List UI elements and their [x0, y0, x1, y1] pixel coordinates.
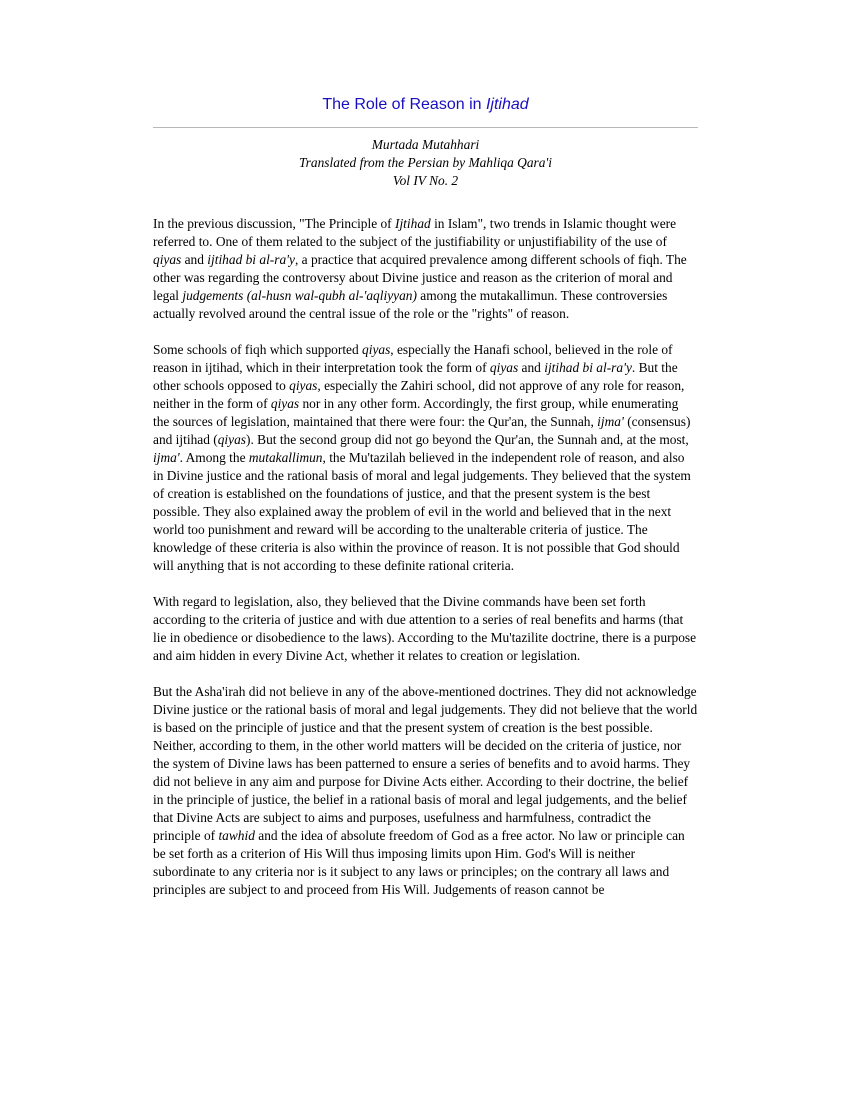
- text-run: Some schools of fiqh which supported: [153, 342, 363, 357]
- italic-term: qiyas: [270, 396, 300, 411]
- italic-term: mutakallimun: [248, 450, 323, 465]
- text-run: and: [518, 360, 545, 375]
- article-page: [153, 0, 698, 917]
- article-title-text: The Role of Reason in: [322, 96, 486, 113]
- italic-term: qiyas: [217, 432, 246, 447]
- text-run: and the idea of absolute freedom of God as a free actor. No law or principle can be set forth as a criterion of His Will thus imposing limits upon Him. God's Will is neither subordinate to any criteria nor is it subject to any laws or principles; on the contrary all laws and principles are subject to and proceed from His Will. Judgements of reason cannot be: [153, 828, 685, 897]
- italic-term: qiyas: [289, 378, 318, 393]
- article-title: [153, 94, 698, 116]
- text-run: But the Asha'irah did not believe in any of the above-mentioned doctrines. They did not acknowledge Divine justice or the rational basis of moral and legal judgements. They did not believe that the world is based on the principle of justice and that the present system of creation is the best possible. Neither, according to them, in the other world matters will be decided on the criteria of justice, nor the system of Divine laws has been patterned to ensure a series of benefits and to avoid harms. They did not believe in any aim and purpose for Divine Acts either. According to their doctrine, the belief in the principle of justice, the belief in a rational basis of moral and legal judgements, and the belief that Divine Acts are subject to aims and purposes, usefulness and harmfulness, contradict the principle of: [153, 684, 698, 843]
- italic-term: tawhid: [218, 828, 255, 843]
- italic-term: ijma': [597, 414, 624, 429]
- italic-term: ijma': [153, 450, 180, 465]
- italic-term: ijtihad bi al-ra'y: [544, 360, 632, 375]
- title-divider: [153, 127, 698, 128]
- article-title-emphasis: Ijtihad: [485, 96, 529, 113]
- author-name: Murtada Mutahhari: [371, 137, 480, 152]
- text-run: (consensus) and ijtihad (: [153, 414, 691, 447]
- paragraph: [153, 341, 698, 575]
- paragraph: [153, 593, 698, 665]
- italic-term: ijtihad bi al-ra'y: [207, 252, 295, 267]
- italic-term: judgements (al-husn wal-qubh al-'aqliyyan): [182, 288, 417, 303]
- italic-term: qiyas: [362, 342, 391, 357]
- italic-term: qiyas: [153, 252, 182, 267]
- italic-term: qiyas: [489, 360, 519, 375]
- text-run: nor in any other form. Accordingly, the first group, while enumerating the sources of legislation, maintained that there were four: the Qur'an, the Sunnah,: [153, 396, 679, 429]
- paragraph: [153, 683, 698, 899]
- article-body: [153, 215, 698, 899]
- text-run: In the previous discussion, "The Principle of: [153, 216, 395, 231]
- text-run: , a practice that acquired prevalence among different schools of fiqh. The other was regarding the controversy about Divine justice and reason as the criterion of moral and legal: [153, 252, 687, 303]
- byline: [153, 136, 698, 190]
- text-run: and: [181, 252, 208, 267]
- text-run: in Islam", two trends in Islamic thought were referred to. One of them related to the subject of the justifiability or unjustifiability of the use of: [153, 216, 677, 249]
- text-run: , especially the Zahiri school, did not approve of any role for reason, neither in the form of: [153, 378, 685, 411]
- text-run: ). But the second group did not go beyond the Qur'an, the Sunnah and, at the most,: [245, 432, 689, 447]
- translator-credit: Translated from the Persian by Mahliqa Qara'i: [298, 155, 553, 170]
- text-run: . But the other schools opposed to: [153, 360, 678, 393]
- text-run: With regard to legislation, also, they believed that the Divine commands have been set forth according to the criteria of justice and with due attention to a series of real benefits and harms (that lie in obedience or disobedience to the laws). According to the Mu'tazilite doctrine, there is a purpose and aim hidden in every Divine Act, whether it relates to creation or legislation.: [153, 594, 697, 663]
- italic-term: Ijtihad: [395, 216, 431, 231]
- text-run: among the mutakallimun. These controversies actually revolved around the central issue of the role or the "rights" of reason.: [153, 288, 668, 321]
- paragraph: [153, 215, 698, 323]
- text-run: . Among the: [179, 450, 249, 465]
- text-run: , especially the Hanafi school, believed in the role of reason in ijtihad, which in their interpretation took the form of: [153, 342, 673, 375]
- volume-number: Vol IV No. 2: [392, 173, 459, 188]
- text-run: , the Mu'tazilah believed in the independent role of reason, and also in Divine justice and the rational basis of moral and legal judgements. They believed that the system of creation is established on the foundations of justice, and that the present system is the best possible. They also explained away the problem of evil in the world and believed that in the next world too punishment and reward will be according to the unalterable criteria of justice. The knowledge of these criteria is also within the province of reason. It is not possible that God should will anything that is not according to these definite rational criteria.: [153, 450, 691, 573]
